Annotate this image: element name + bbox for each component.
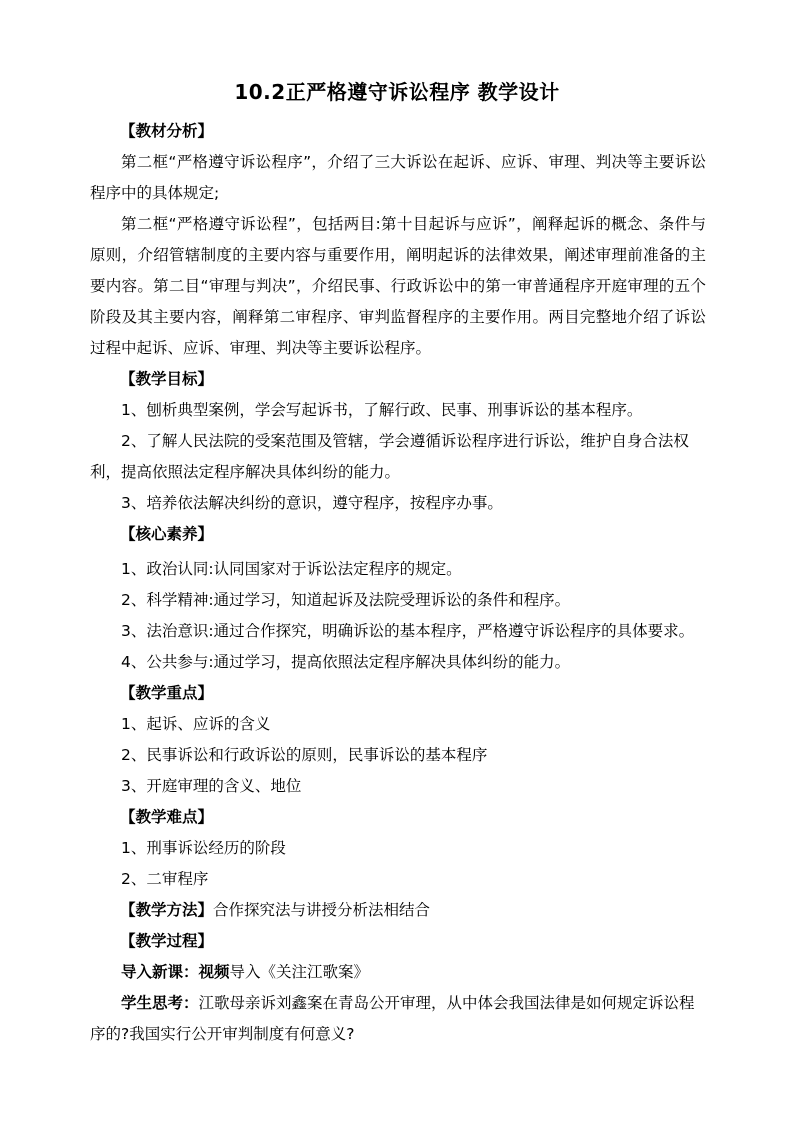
student-thinking-paragraph xyxy=(90,988,706,1050)
heading-core-literacy: 【核心素养】 xyxy=(120,525,214,543)
literacy-item-2: 2、科学精神:通过学习，知道起诉及法院受理诉讼的条件和程序。 xyxy=(121,591,571,609)
intro-text: 导入《关注江歌案》 xyxy=(229,963,370,981)
methods-line xyxy=(90,895,706,926)
difficulty-item-1: 1、刑事诉讼经历的阶段 xyxy=(121,839,286,857)
key-point-item-2: 2、民事诉讼和行政诉讼的原则，民事诉讼的基本程序 xyxy=(121,746,488,764)
intro-line xyxy=(90,957,706,988)
student-thinking-text: 江歌母亲诉刘鑫案在青岛公开审理，从中体会我国法律是如何规定诉讼程序的?我国实行公开审判制度有何意义? xyxy=(90,994,695,1043)
difficulty-item-2: 2、二审程序 xyxy=(121,870,209,888)
goal-item-2: 2、了解人民法院的受案范围及管辖，学会遵循诉讼程序进行诉讼，维护自身合法权利，提高依照法定程序解决具体纠纷的能力。 xyxy=(90,432,689,481)
heading-teaching-goals: 【教学目标】 xyxy=(120,370,214,388)
heading-teaching-process: 【教学过程】 xyxy=(120,932,214,950)
student-thinking-label: 学生思考： xyxy=(121,994,199,1012)
heading-difficulties: 【教学难点】 xyxy=(120,808,214,826)
intro-label: 导入新课：视频 xyxy=(121,963,230,981)
document-body xyxy=(90,116,706,1050)
literacy-item-1: 1、政治认同:认同国家对于诉讼法定程序的规定。 xyxy=(121,560,462,578)
goal-item-3: 3、培养依法解决纠纷的意识，遵守程序，按程序办事。 xyxy=(121,494,503,512)
document-title: 10.2正严格遵守诉讼程序 教学设计 xyxy=(234,80,560,104)
heading-teaching-methods: 【教学方法】 xyxy=(120,901,214,919)
literacy-item-4: 4、公共参与:通过学习，提高依照法定程序解决具体纠纷的能力。 xyxy=(121,653,571,671)
key-point-item-1: 1、起诉、应诉的含义 xyxy=(121,715,271,733)
key-point-item-3: 3、开庭审理的含义、地位 xyxy=(121,777,302,795)
heading-key-points: 【教学重点】 xyxy=(120,684,214,702)
literacy-item-3: 3、法治意识:通过合作探究，明确诉讼的基本程序，严格遵守诉讼程序的具体要求。 xyxy=(121,622,695,640)
goal-item-1: 1、刨析典型案例，学会写起诉书，了解行政、民事、刑事诉讼的基本程序。 xyxy=(121,401,643,419)
heading-textbook-analysis: 【教材分析】 xyxy=(120,122,214,140)
analysis-paragraph-1: 第二框“严格遵守诉讼程序”，介绍了三大诉讼在起诉、应诉、审理、判决等主要诉讼程序中的具体规定; xyxy=(90,153,706,202)
methods-text: 合作探究法与讲授分析法相结合 xyxy=(213,901,431,919)
analysis-paragraph-2: 第二框“严格遵守诉讼程”，包括两目:第十目起诉与应诉”，阐释起诉的概念、条件与原则，介绍管辖制度的主要内容与重要作用，阐明起诉的法律效果，阐述审理前准备的主要内容。第二目“审理与判决”，介绍民事、行政诉讼中的第一审普通程序开庭审理的五个阶段及其主要内容，阐释第二审程序、审判监督程序的主要作用。两目完整地介绍了诉讼过程中起诉、应诉、审理、判决等主要诉讼程序。 xyxy=(90,215,706,357)
